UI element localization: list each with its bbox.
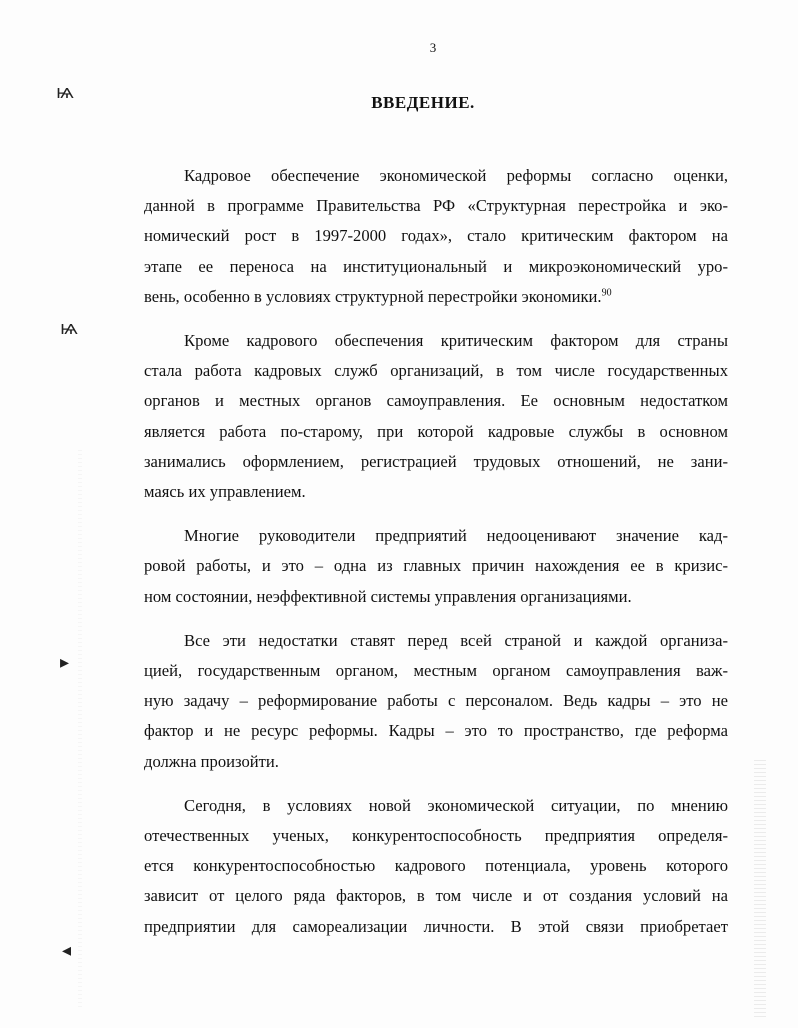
text-line: зависит от целого ряда факторов, в том числе и от создания условий на bbox=[144, 886, 728, 906]
paragraph-4 bbox=[144, 626, 728, 777]
text-line: отечественных ученых, конкурентоспособность предприятия определя- bbox=[144, 826, 728, 846]
margin-mark-icon: ѩ bbox=[56, 82, 75, 103]
text-line: Многие руководители предприятий недооценивают значение кад- bbox=[184, 526, 728, 546]
footnote-ref: 90 bbox=[601, 287, 612, 299]
text-line: ется конкурентоспособностью кадрового потенциала, уровень которого bbox=[144, 856, 728, 876]
paragraph-2 bbox=[144, 326, 728, 507]
text-line: данной в программе Правительства РФ «Структурная перестройка и эко- bbox=[144, 196, 728, 216]
margin-mark-icon: ◂ bbox=[62, 940, 72, 961]
text-line bbox=[144, 282, 728, 312]
text-line: предприятии для самореализации личности. В этой связи приобретает bbox=[144, 916, 728, 936]
page-number: 3 bbox=[429, 40, 437, 55]
text-line: номический рост в 1997-2000 годах», стало критическим фактором на bbox=[144, 226, 728, 246]
text-line: Кадровое обеспечение экономической реформы согласно оценки, bbox=[184, 166, 728, 185]
paragraph-3 bbox=[144, 521, 728, 612]
text-line: органов и местных органов самоуправления. Ее основным недостатком bbox=[144, 391, 728, 411]
text-line: ном состоянии, неэффективной системы управления организациями. bbox=[144, 586, 632, 606]
text-line: ровой работы, и это – одна из главных причин нахождения ее в кризис- bbox=[144, 556, 728, 576]
scan-artifact bbox=[754, 760, 766, 1020]
margin-mark-icon: ѩ bbox=[60, 318, 79, 339]
text-line: является работа по-старому, при которой кадровые службы в основном bbox=[144, 421, 728, 441]
body-text bbox=[144, 161, 728, 942]
text-line: маясь их управлением. bbox=[144, 482, 306, 502]
text-line: ную задачу – реформирование работы с персоналом. Ведь кадры – это не bbox=[144, 691, 728, 711]
margin-mark-icon: ▸ bbox=[60, 652, 70, 673]
text-line: занимались оформлением, регистрацией трудовых отношений, не зани- bbox=[144, 451, 728, 471]
text-line: этапе ее переноса на институциональный и микроэкономический уро- bbox=[144, 256, 728, 276]
text-line: стала работа кадровых служб организаций, в том числе государственных bbox=[144, 361, 728, 381]
paragraph-5 bbox=[144, 791, 728, 942]
text-line: должна произойти. bbox=[144, 751, 279, 771]
text-line-content: вень, особенно в условиях структурной перестройки экономики. bbox=[144, 286, 602, 306]
text-line: фактор и не ресурс реформы. Кадры – это то пространство, где реформа bbox=[144, 721, 728, 741]
paragraph-1 bbox=[144, 161, 728, 312]
text-line: Сегодня, в условиях новой экономической ситуации, по мнению bbox=[184, 795, 728, 815]
section-heading: ВВЕДЕНИЕ. bbox=[371, 93, 475, 112]
text-line: Все эти недостатки ставят перед всей страной и каждой организа- bbox=[184, 630, 728, 650]
scan-artifact bbox=[78, 450, 82, 1010]
text-line: цией, государственным органом, местным органом самоуправления важ- bbox=[144, 661, 728, 681]
text-line: Кроме кадрового обеспечения критическим фактором для страны bbox=[184, 331, 728, 351]
